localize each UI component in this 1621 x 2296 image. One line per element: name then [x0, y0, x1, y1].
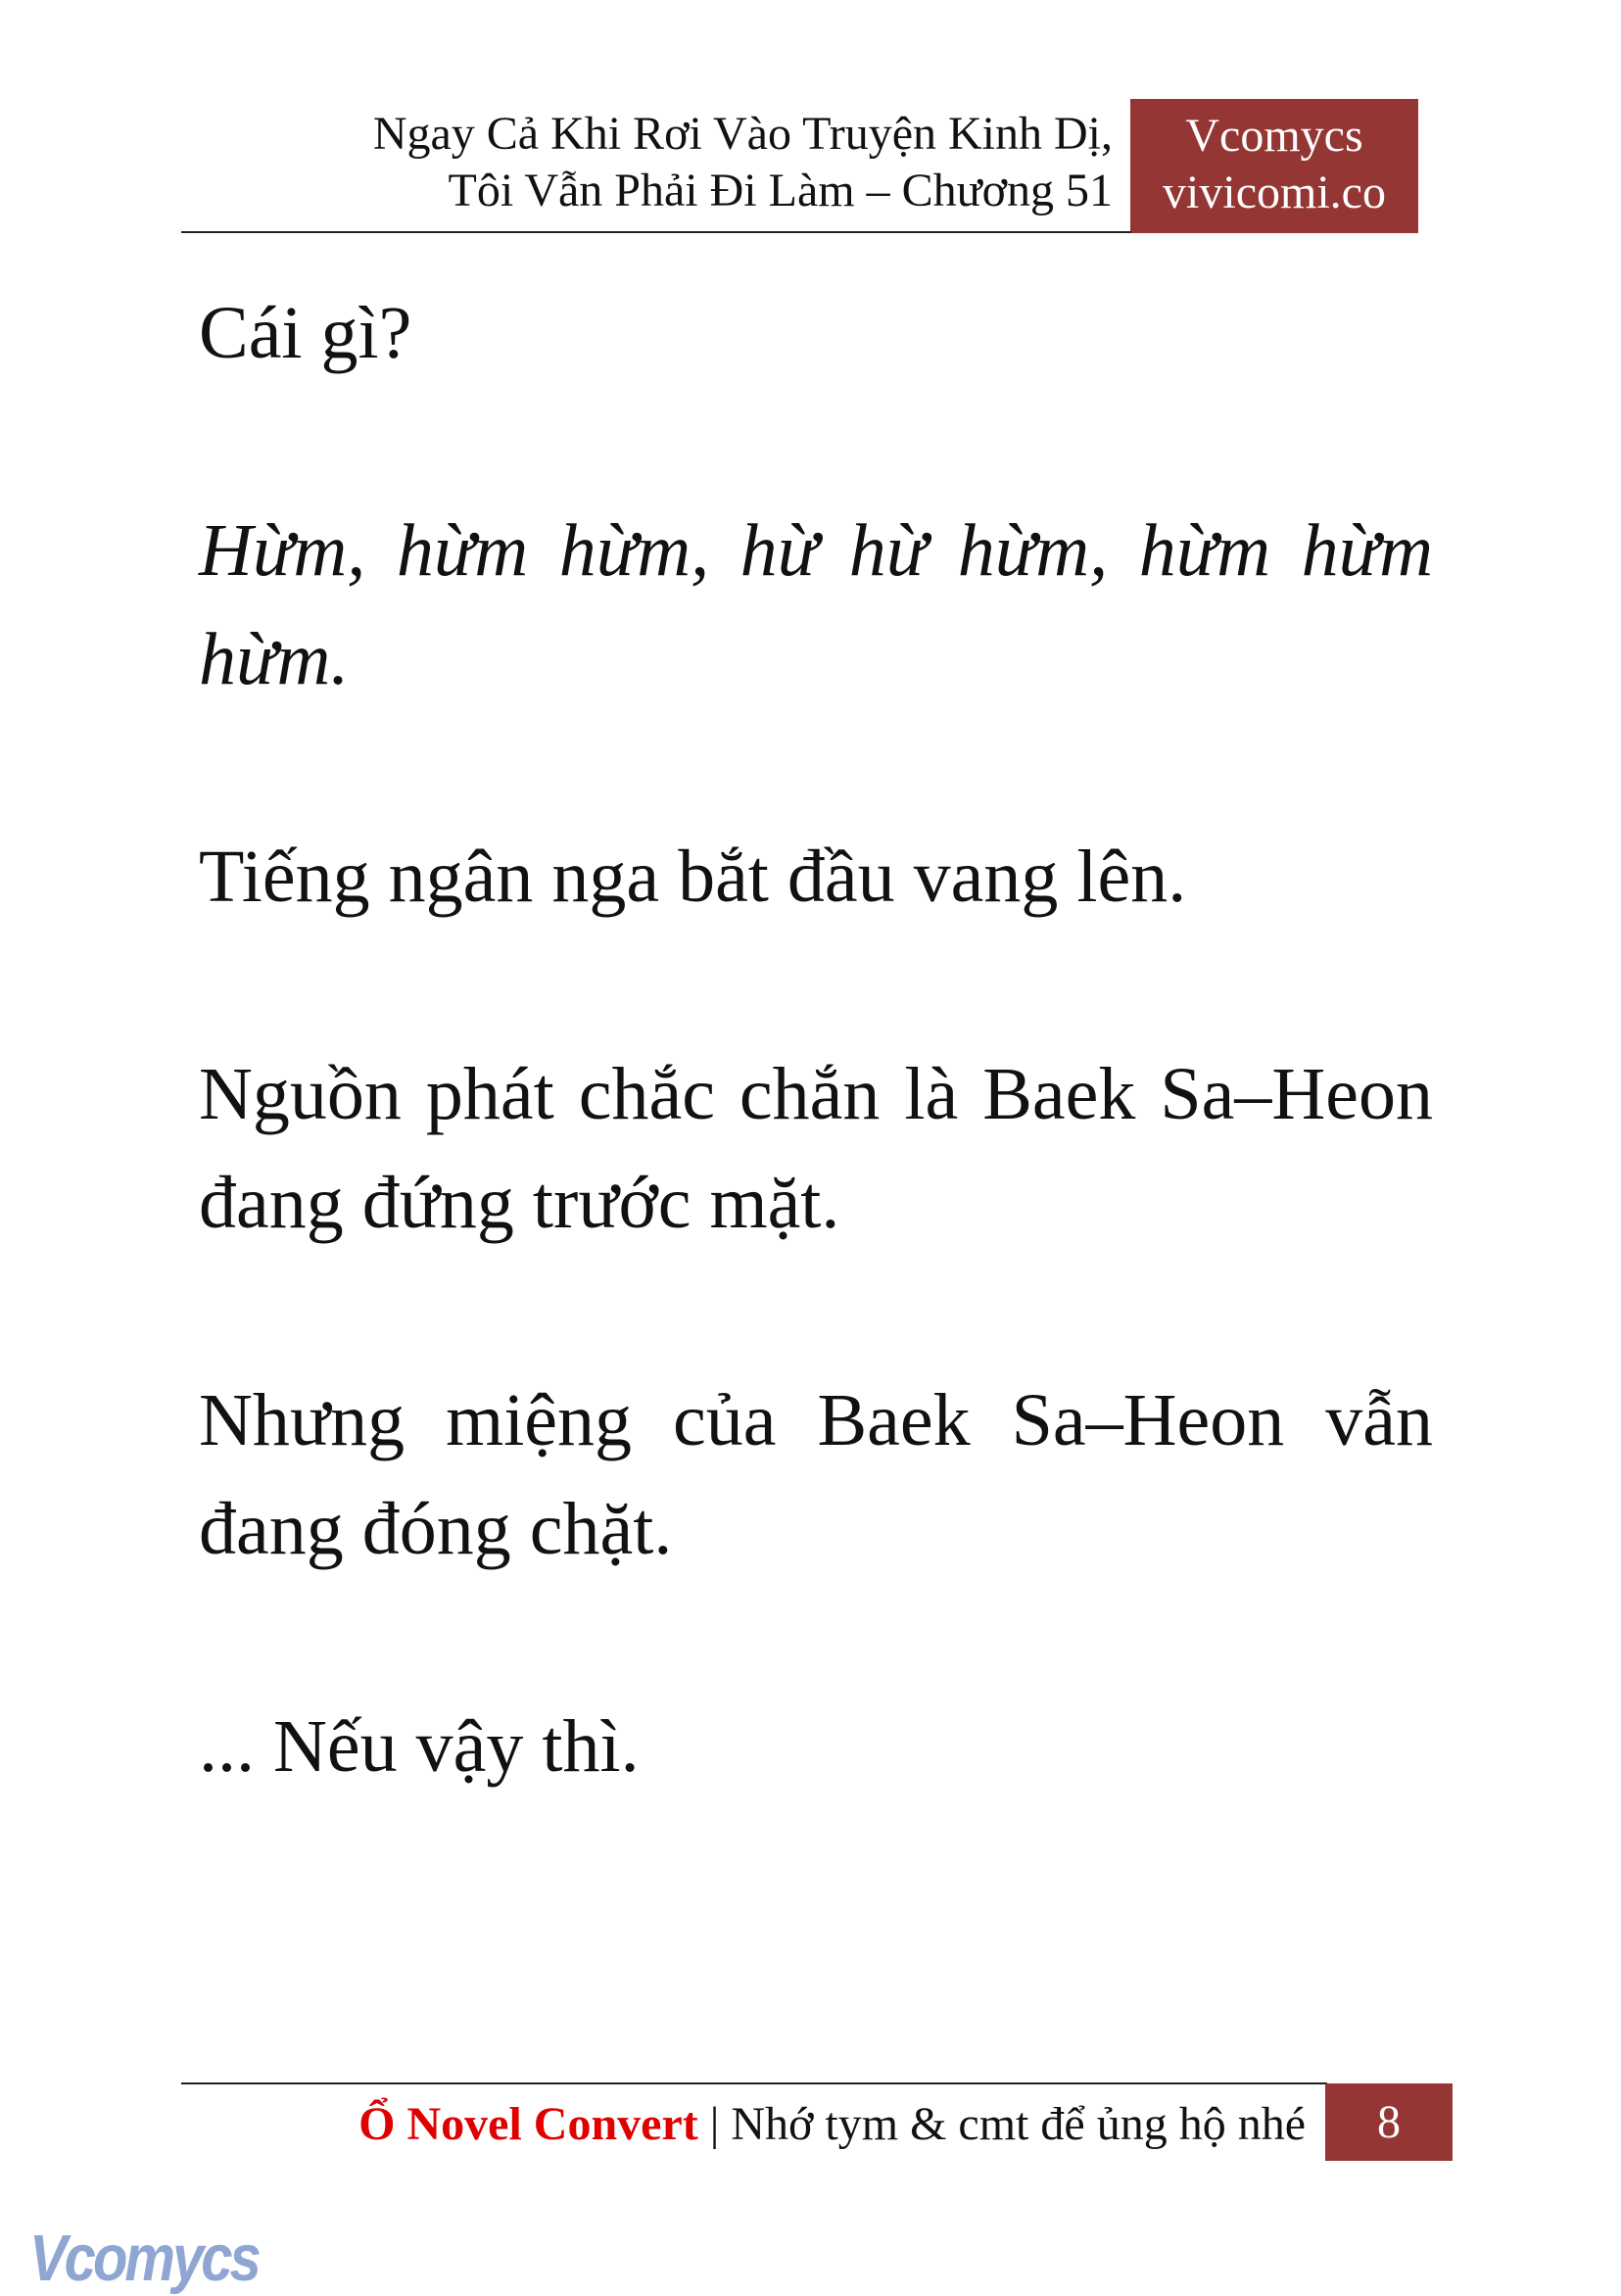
paragraph: Cái gì? [199, 292, 412, 374]
paragraph: Tiếng ngân nga bắt đầu vang lên. [199, 836, 1187, 918]
paragraph: Nguồn phát chắc chắn là Baek Sa–Heon đang đứng trước mặt. [199, 1053, 1433, 1244]
footer-separator: | [709, 2098, 720, 2150]
footer-text [358, 2096, 1306, 2153]
chapter-title [373, 106, 1113, 219]
footer-divider [181, 2082, 1327, 2084]
footer-brand: Ổ Novel Convert [358, 2098, 698, 2150]
paragraph-italic: Hừm, hừm hừm, hừ hừ hừm, hừm hừm hừm. [199, 509, 1433, 700]
brand-name: Vcomycs [1185, 110, 1363, 162]
paragraph: ... Nếu vậy thì. [199, 1705, 640, 1788]
page-number: 8 [1325, 2083, 1453, 2161]
paragraph: Nhưng miệng của Baek Sa–Heon vẫn đang đóng chặt. [199, 1379, 1433, 1570]
chapter-title-line-2: Tôi Vẫn Phải Đi Làm – Chương 51 [448, 165, 1113, 216]
watermark-logo: Vcomycs [29, 2222, 259, 2295]
chapter-title-line-1: Ngay Cả Khi Rơi Vào Truyện Kinh Dị, [372, 108, 1113, 160]
brand-site: vivicomi.co [1163, 167, 1386, 218]
header-divider [181, 231, 1131, 233]
page-body [199, 279, 1433, 1910]
footer-message: Nhớ tym & cmt để ủng hộ nhé [731, 2098, 1306, 2150]
brand-box [1130, 99, 1418, 233]
